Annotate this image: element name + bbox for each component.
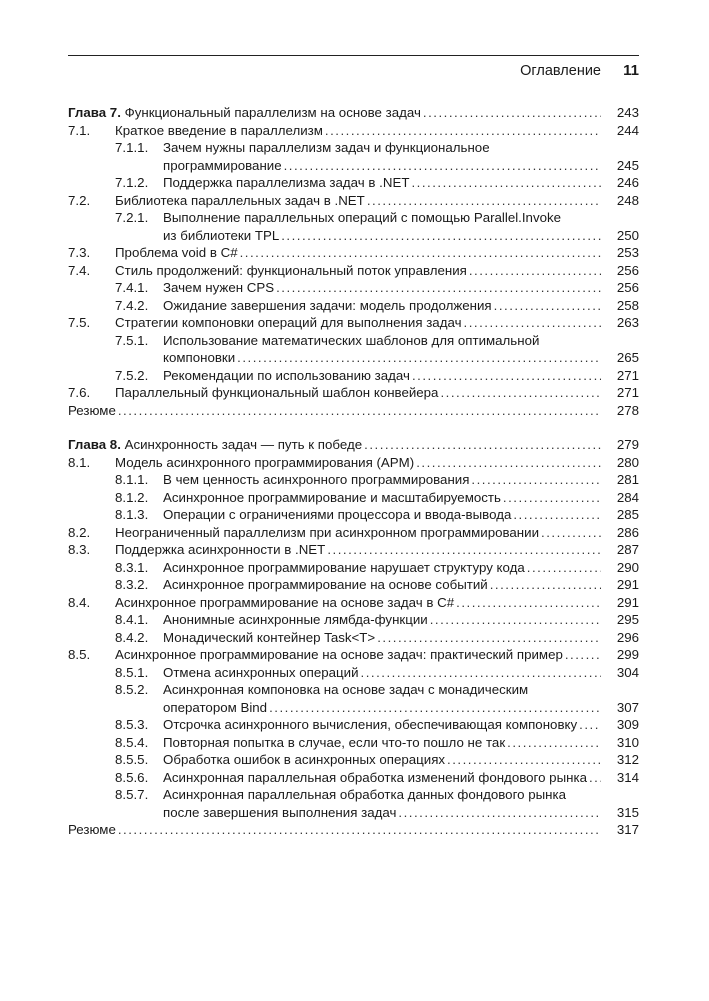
dot-leader [276,279,601,297]
section-number: 7.6. [68,385,91,400]
entry-title: Асинхронное программирование на основе событий [163,577,488,592]
toc-chapter-entry[interactable] [68,436,639,454]
page-ref: 304 [616,664,639,680]
entry-title: Асинхронная параллельная обработка изменений фондового рынка [163,769,587,785]
entry-title: Асинхронное программирование на основе задач: практический пример [115,647,563,662]
section-number: 7.5. [68,315,91,330]
section-number: 7.4. [68,262,91,278]
page-ref: 263 [616,315,639,330]
toc-entry[interactable] [68,524,639,542]
toc-chapter-entry[interactable] [68,104,639,122]
page-ref: 253 [616,245,639,260]
page-ref: 285 [616,507,639,522]
entry-title: Анонимные асинхронные лямбда-функции [163,612,428,627]
toc-entry[interactable] [68,262,639,280]
entry-title: из библиотеки TPL [163,227,280,243]
entry-title: Резюме [68,822,116,837]
section-number: 8.4.1. [115,612,149,627]
chapter-title: Асинхронность задач — путь к победе [120,437,363,452]
entry-title: программирование [163,157,282,173]
entry-title: Поддержка параллелизма задач в .NET [163,175,410,190]
dot-leader [579,716,601,734]
page-ref: 278 [616,402,639,418]
toc-entry[interactable] [68,681,639,716]
toc-entry[interactable] [68,332,639,367]
toc-entry[interactable] [68,279,639,297]
section-number: 7.1. [68,122,91,138]
entry-title: Поддержка асинхронности в .NET [115,542,326,557]
section-number: 8.4. [68,594,91,610]
dot-leader [240,244,601,262]
page-ref: 284 [616,489,639,505]
toc-entry[interactable] [68,489,639,507]
section-number: 7.2.1. [115,210,149,225]
dot-leader [527,559,601,577]
toc-entry[interactable] [68,209,639,244]
page-ref: 244 [616,122,639,138]
toc-entry[interactable] [68,471,639,489]
page-ref: 291 [616,594,639,610]
toc-entry[interactable] [68,297,639,315]
toc-entry[interactable] [68,244,639,262]
entry-title: Краткое введение в параллелизм [115,122,323,138]
section-number: 8.5.1. [115,664,149,680]
page-ref: 287 [616,542,639,557]
entry-title: Монадический контейнер Task<T> [163,629,376,645]
page-ref: 271 [616,367,639,383]
dot-leader [364,436,601,454]
dot-leader [377,629,601,647]
entry-title: Использование математических шаблонов для оптимальной [163,332,540,348]
section-number: 8.5.6. [115,769,149,785]
chapter-label: Глава 7. [68,105,121,120]
toc-entry[interactable] [68,664,639,682]
toc-entry[interactable] [68,716,639,734]
chapter-title: Функциональный параллелизм на основе задач [120,105,421,120]
entry-title: Отмена асинхронных операций [163,664,359,680]
page-ref: 315 [616,804,639,820]
dot-leader [456,594,601,612]
page-ref: 250 [616,227,639,243]
toc-entry[interactable] [68,506,639,524]
page-ref: 279 [616,437,639,452]
toc-entry[interactable] [68,122,639,140]
page-ref: 314 [616,769,639,785]
entry-title: Проблема void в C# [115,245,238,260]
toc-entry[interactable] [68,594,639,612]
section-number: 7.1.1. [115,140,149,155]
dot-leader [565,646,601,664]
section-number: 8.3.2. [115,577,149,592]
running-header-title: Оглавление [520,63,601,79]
dot-leader [367,192,601,210]
dot-leader [430,611,601,629]
dot-leader [440,384,601,402]
toc-entry[interactable] [68,751,639,769]
page-ref: 307 [616,699,639,715]
entry-title: Неограниченный параллелизм при асинхронном программировании [115,524,539,540]
page-ref: 296 [616,629,639,645]
toc-entry[interactable] [68,367,639,385]
dot-leader [269,699,601,717]
dot-leader [503,489,601,507]
page-ref: 246 [616,175,639,190]
page-ref: 286 [616,524,639,540]
page-number: 11 [623,62,639,79]
dot-leader [423,104,601,122]
dot-leader [118,402,601,420]
toc-entry[interactable] [68,576,639,594]
page-ref: 256 [616,262,639,278]
dot-leader [118,821,601,839]
section-number: 8.5.7. [115,787,149,802]
section-number: 7.4.2. [115,297,149,313]
page-ref: 281 [616,472,639,487]
page-ref: 258 [616,297,639,313]
dot-leader [412,367,601,385]
dot-leader [490,576,601,594]
section-number: 8.1. [68,454,91,470]
toc-entry[interactable] [68,314,639,332]
section-number: 8.1.3. [115,507,149,522]
toc-entry[interactable] [68,629,639,647]
entry-title: Асинхронная компоновка на основе задач с монадическим [163,682,529,697]
dot-leader [327,541,601,559]
dot-leader [447,751,601,769]
entry-title: Асинхронное программирование и масштабируемость [163,489,501,505]
chapter-label: Глава 8. [68,437,121,452]
page-ref: 290 [616,559,639,575]
section-number: 7.1.2. [115,175,149,190]
toc-entry[interactable] [68,454,639,472]
section-number: 8.1.2. [115,489,149,505]
entry-title: Асинхронная параллельная обработка данных фондового рынка [163,787,567,802]
section-number: 7.5.1. [115,332,149,348]
page-ref: 291 [616,577,639,592]
dot-leader [281,227,601,245]
page-ref: 312 [616,752,639,767]
toc-entry[interactable] [68,769,639,787]
section-number: 8.2. [68,524,91,540]
section-number: 8.1.1. [115,472,149,487]
toc-entry[interactable] [68,174,639,192]
entry-title: Стиль продолжений: функциональный поток управления [115,262,467,278]
entry-title: оператором Bind [163,699,268,715]
dot-leader [416,454,601,472]
toc-summary-entry[interactable] [68,821,639,839]
section-number: 7.2. [68,192,91,208]
table-of-contents [68,104,639,839]
section-number: 8.5.2. [115,682,149,697]
toc-entry[interactable] [68,734,639,752]
section-number: 8.4.2. [115,629,149,645]
entry-title: Операции с ограничениями процессора и ввода-вывода [163,507,512,522]
toc-entry[interactable] [68,139,639,174]
page-ref: 309 [616,717,639,732]
dot-leader [507,734,601,752]
page-ref: 265 [616,350,639,365]
entry-title: Отсрочка асинхронного вычисления, обеспечивающая компоновку [163,717,578,732]
dot-leader [398,804,601,822]
entry-title: Ожидание завершения задачи: модель продолжения [163,297,492,313]
section-number: 8.5. [68,647,91,662]
toc-entry[interactable] [68,646,639,664]
entry-title: Зачем нужен CPS [163,280,275,295]
entry-title: Асинхронное программирование нарушает структуру кода [163,559,525,575]
section-number: 7.5.2. [115,367,149,383]
entry-title: Зачем нужны параллелизм задач и функциональное [163,140,490,155]
toc-summary-entry[interactable] [68,402,639,420]
entry-title: Обработка ошибок в асинхронных операциях [163,752,446,767]
section-number: 8.5.3. [115,717,149,732]
entry-title: Библиотека параллельных задач в .NET [115,192,365,208]
entry-title: Стратегии компоновки операций для выполнения задач [115,315,462,330]
entry-title: Рекомендации по использованию задач [163,367,410,383]
entry-title: Параллельный функциональный шаблон конвейера [115,385,439,400]
dot-leader [284,157,601,175]
section-number: 8.5.4. [115,734,149,750]
toc-entry[interactable] [68,384,639,402]
running-header [68,55,639,86]
page-ref: 317 [616,822,639,837]
chapter-gap [68,419,639,436]
page-ref: 245 [616,157,639,173]
section-number: 8.3. [68,542,91,557]
page-ref: 248 [616,192,639,208]
toc-entry[interactable] [68,611,639,629]
dot-leader [361,664,602,682]
section-number: 7.4.1. [115,280,149,295]
section-number: 7.3. [68,245,91,260]
toc-entry[interactable] [68,786,639,821]
page-ref: 310 [616,734,639,750]
page-ref: 256 [616,280,639,295]
dot-leader [494,297,601,315]
entry-title: Резюме [68,402,116,418]
dot-leader [411,174,601,192]
section-number: 8.3.1. [115,559,149,575]
entry-title: Повторная попытка в случае, если что-то пошло не так [163,734,506,750]
page-ref: 271 [616,385,639,400]
dot-leader [589,769,601,787]
page-ref: 280 [616,454,639,470]
dot-leader [469,262,601,280]
entry-title: компоновки [163,350,236,365]
toc-entry[interactable] [68,541,639,559]
toc-entry[interactable] [68,192,639,210]
entry-title: Выполнение параллельных операций с помощью Parallel.Invoke [163,210,562,225]
page-ref: 295 [616,612,639,627]
entry-title: Асинхронное программирование на основе задач в C# [115,594,455,610]
dot-leader [237,349,601,367]
entry-title: В чем ценность асинхронного программирования [163,472,470,487]
page-ref: 243 [616,105,639,120]
entry-title: после завершения выполнения задач [163,804,397,820]
page-ref: 299 [616,647,639,662]
dot-leader [325,122,601,140]
toc-entry[interactable] [68,559,639,577]
dot-leader [513,506,601,524]
dot-leader [464,314,602,332]
entry-title: Модель асинхронного программирования (APM) [115,454,415,470]
dot-leader [471,471,601,489]
dot-leader [541,524,601,542]
section-number: 8.5.5. [115,752,149,767]
